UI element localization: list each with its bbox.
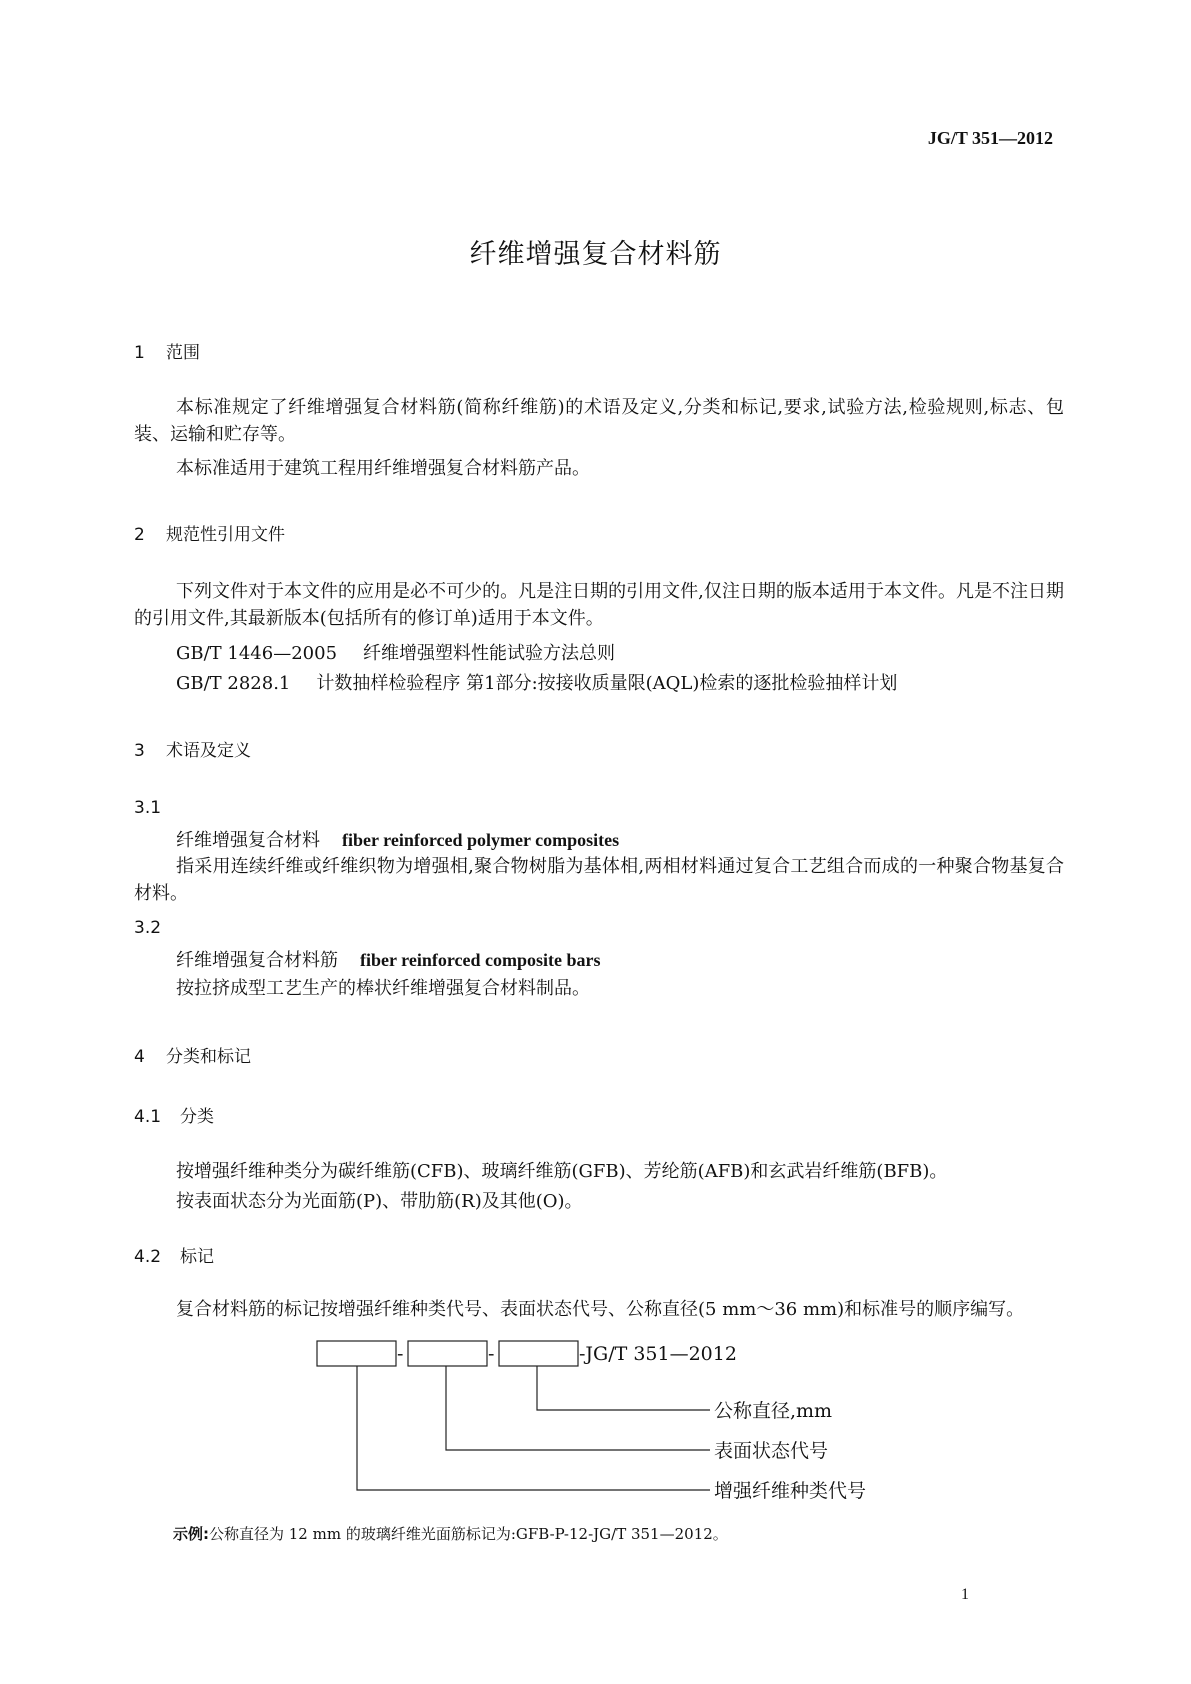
reference-title: 计数抽样检验程序 第1部分:按接收质量限(AQL)检索的逐批检验抽样计划: [316, 673, 898, 694]
section-1-paragraph-2: 本标准适用于建筑工程用纤维增强复合材料筋产品。: [176, 458, 590, 479]
subsection-4-2-heading: [134, 1242, 214, 1267]
section-3-heading: [134, 736, 251, 761]
classification-line: 按增强纤维种类分为碳纤维筋(CFB)、玻璃纤维筋(GFB)、芳纶筋(AFB)和玄武岩纤维筋(BFB)。: [176, 1161, 948, 1182]
reference-title: 纤维增强塑料性能试验方法总则: [363, 643, 616, 664]
reference-code: GB/T 2828.1: [176, 673, 291, 694]
example-text: 公称直径为 12 mm 的玻璃纤维光面筋标记为:GFB-P-12-JG/T 351—2012。: [209, 1525, 728, 1543]
term-heading: [176, 826, 619, 852]
surface-code-box: [408, 1341, 487, 1366]
label-nominal-diameter: 公称直径,mm: [714, 1400, 833, 1422]
section-1-paragraph-1: 本标准规定了纤维增强复合材料筋(简称纤维筋)的术语及定义,分类和标记,要求,试验方法,检验规则,标志、包装、运输和贮存等。: [134, 397, 1064, 445]
example-label: 示例:: [173, 1525, 209, 1543]
label-surface-code: 表面状态代号: [714, 1440, 829, 1462]
separator-dash: -: [397, 1343, 404, 1365]
subsection-number: 4.1: [134, 1107, 162, 1127]
label-fiber-code: 增强纤维种类代号: [714, 1480, 867, 1502]
example-note: [173, 1523, 728, 1544]
fiber-type-code-box: [317, 1341, 396, 1366]
subsection-title: 分类: [180, 1107, 214, 1127]
diameter-box: [499, 1341, 578, 1366]
subsection-title: 标记: [180, 1247, 214, 1267]
classification-line: 按表面状态分为光面筋(P)、带肋筋(R)及其他(O)。: [176, 1191, 583, 1212]
page-number: 1: [961, 1586, 969, 1603]
section-2-paragraph: 下列文件对于本文件的应用是必不可少的。凡是注日期的引用文件,仅注日期的版本适用于本文件。凡是不注日期的引用文件,其最新版本(包括所有的修订单)适用于本文件。: [134, 581, 1064, 629]
section-title: 范围: [166, 343, 200, 363]
marking-diagram: [300, 1340, 920, 1512]
leader-line-fiber: [357, 1366, 710, 1490]
subsection-number: 4.2: [134, 1247, 162, 1267]
section-number: 1: [134, 343, 145, 363]
separator-dash: -: [488, 1343, 495, 1365]
term-english: fiber reinforced composite bars: [360, 950, 601, 970]
section-number: 3: [134, 741, 145, 761]
section-title: 规范性引用文件: [166, 525, 285, 545]
term-definition: 按拉挤成型工艺生产的棒状纤维增强复合材料制品。: [176, 978, 590, 999]
document-title: 纤维增强复合材料筋: [469, 239, 722, 270]
term-heading: [176, 946, 600, 972]
standard-suffix: -JG/T 351—2012: [579, 1343, 737, 1365]
subsection-4-1-heading: [134, 1102, 214, 1127]
standard-number: JG/T 351—2012: [927, 128, 1053, 148]
leader-line-diameter: [537, 1366, 710, 1410]
section-number: 4: [134, 1047, 145, 1067]
section-title: 术语及定义: [166, 741, 251, 761]
section-number: 2: [134, 525, 145, 545]
normative-reference: [176, 640, 615, 667]
term-definition: 指采用连续纤维或纤维织物为增强相,聚合物树脂为基体相,两相材料通过复合工艺组合而成的一种聚合物基复合材料。: [134, 856, 1064, 904]
section-1-heading: [134, 338, 200, 363]
normative-reference: [176, 670, 897, 697]
marking-paragraph: 复合材料筋的标记按增强纤维种类代号、表面状态代号、公称直径(5 mm～36 mm)和标准号的顺序编写。: [176, 1299, 1025, 1320]
term-number: 3.2: [134, 918, 162, 938]
reference-code: GB/T 1446—2005: [176, 643, 338, 664]
section-title: 分类和标记: [166, 1047, 251, 1067]
term-chinese: 纤维增强复合材料筋: [176, 950, 338, 971]
term-number: 3.1: [134, 798, 162, 818]
section-2-heading: [134, 520, 285, 545]
term-english: fiber reinforced polymer composites: [342, 830, 620, 850]
leader-line-surface: [446, 1366, 710, 1450]
term-chinese: 纤维增强复合材料: [176, 830, 320, 851]
section-4-heading: [134, 1042, 251, 1067]
